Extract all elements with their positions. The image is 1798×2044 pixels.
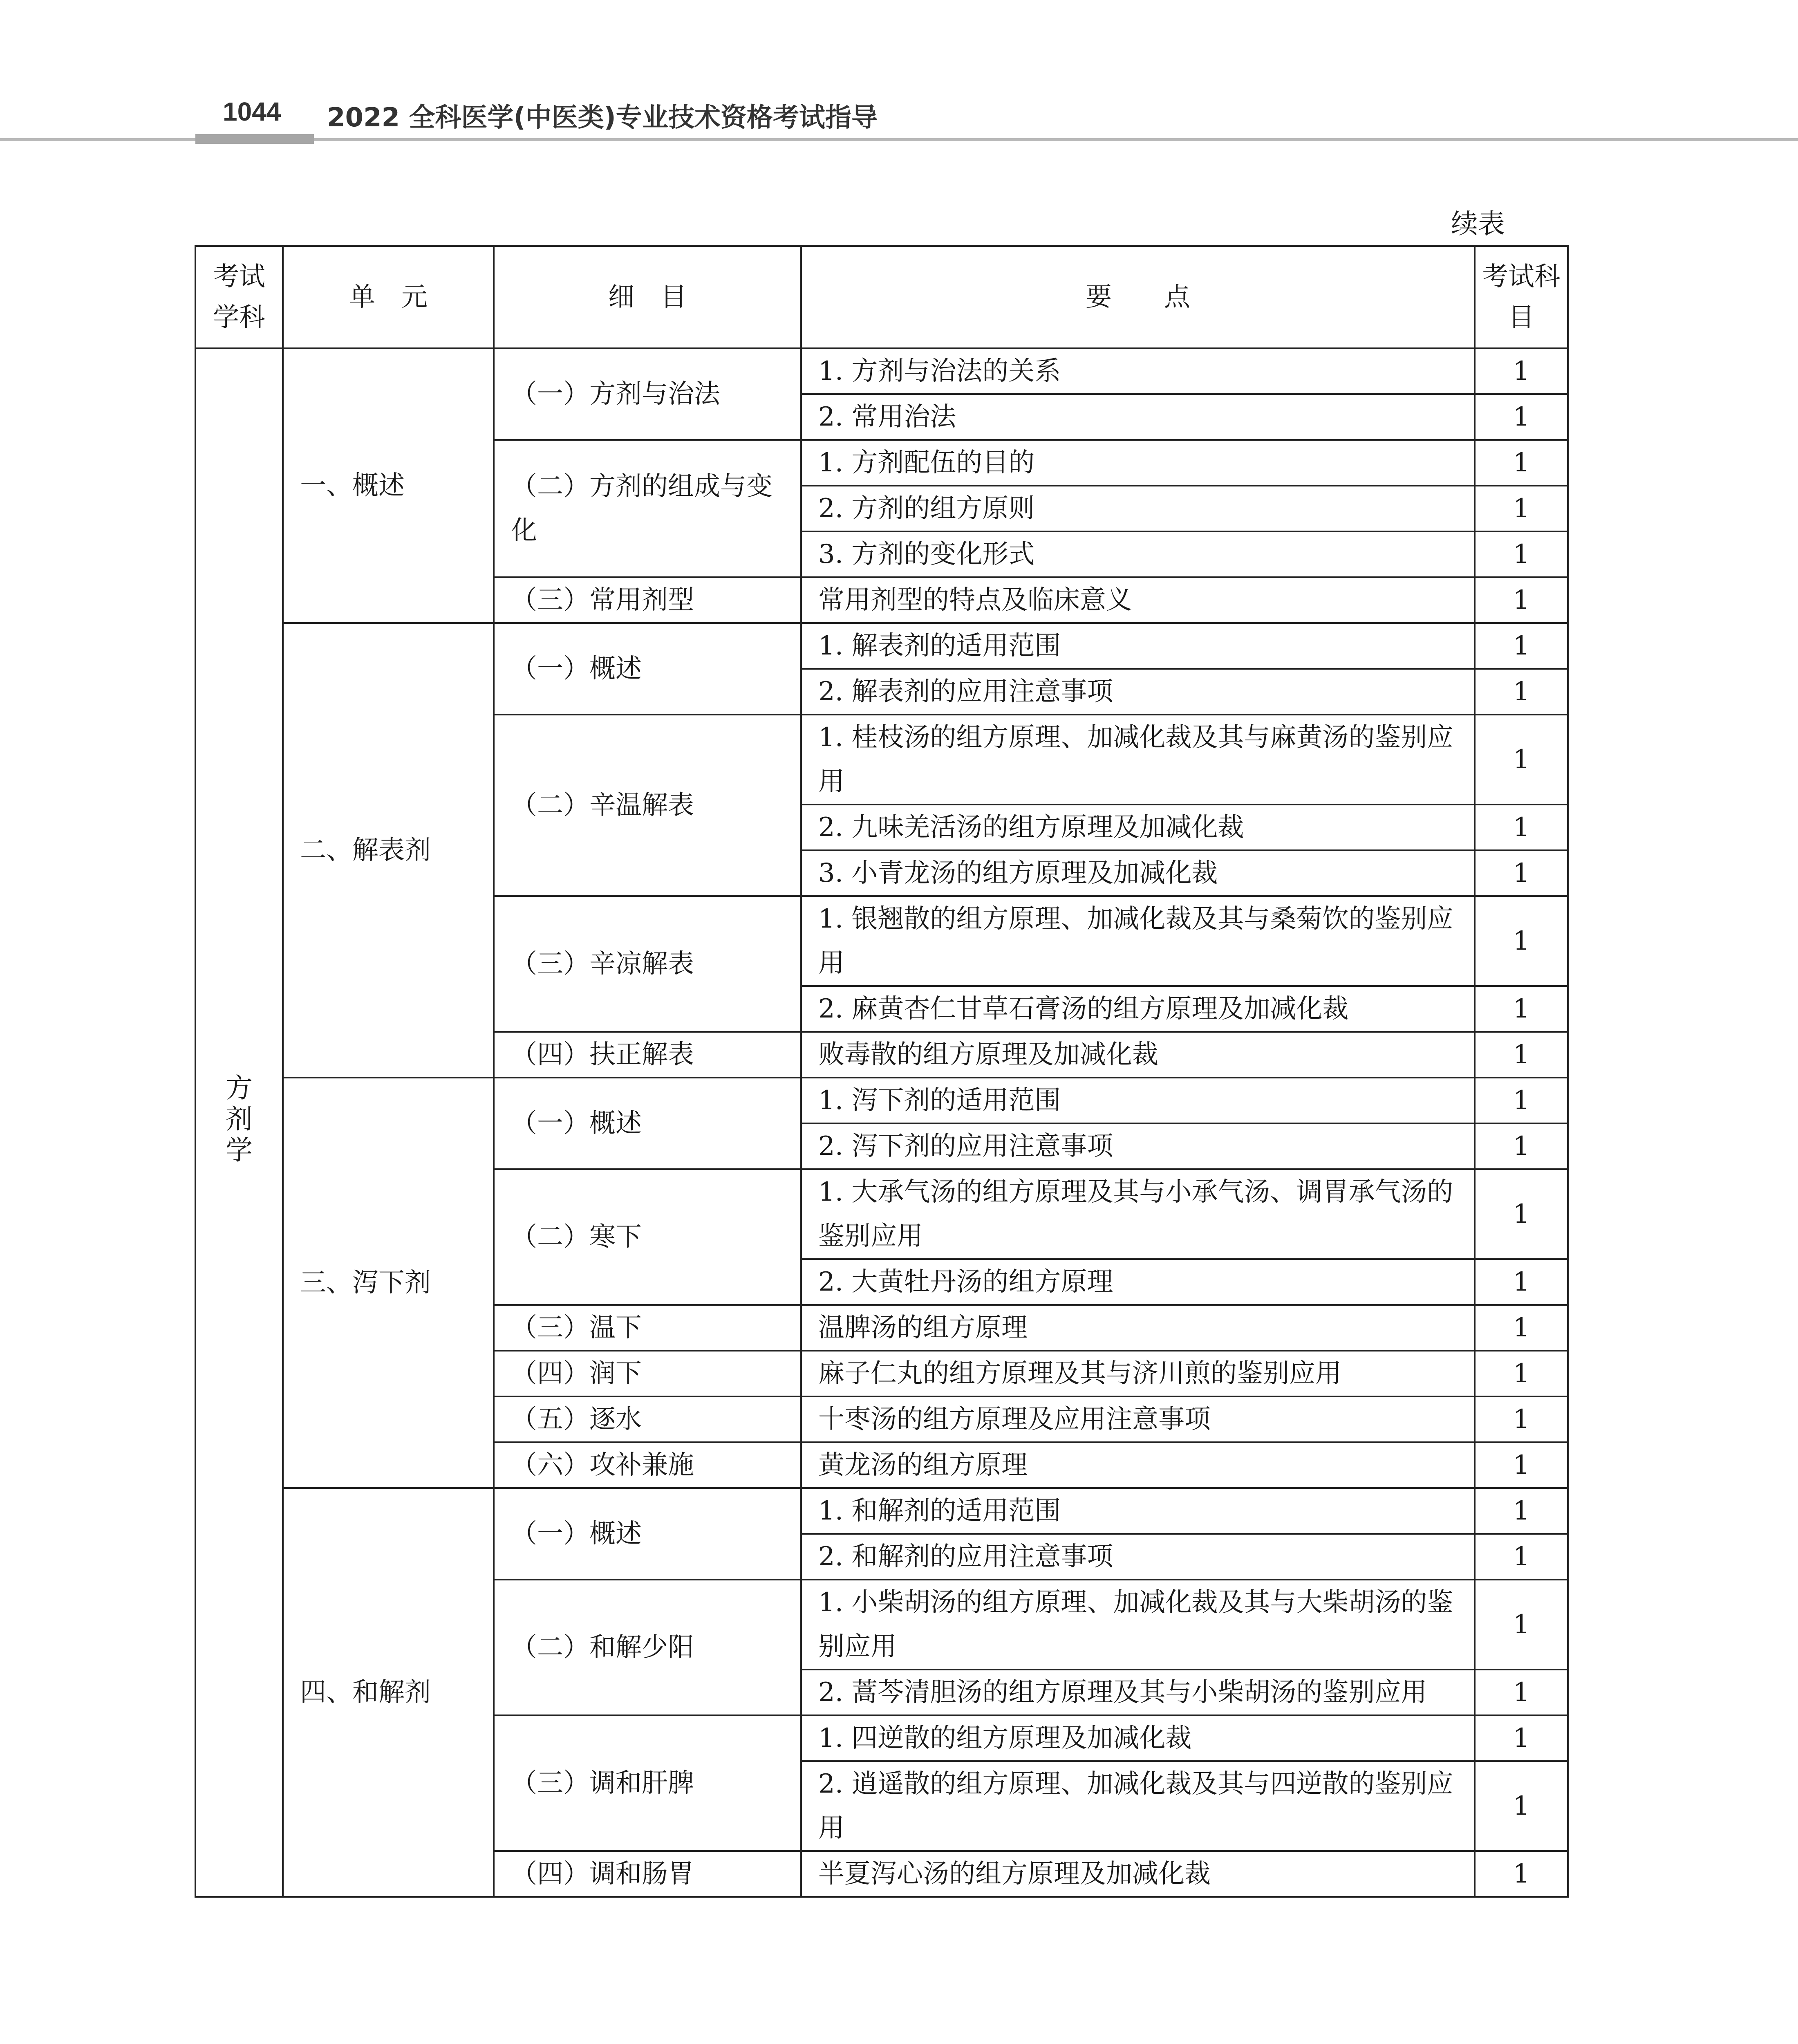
header-key-points: 要 点 [801, 246, 1475, 348]
unit-cell: 三、泻下剂 [283, 1078, 494, 1488]
key-point-cell: 3. 方剂的变化形式 [801, 531, 1475, 577]
detail-cell: （三）常用剂型 [494, 577, 801, 623]
key-point-cell: 1. 桂枝汤的组方原理、加减化裁及其与麻黄汤的鉴别应用 [801, 715, 1475, 805]
exam-category-cell: 1 [1475, 531, 1568, 577]
key-point-cell: 1. 解表剂的适用范围 [801, 623, 1475, 669]
syllabus-table [195, 245, 1569, 1898]
exam-category-cell: 1 [1475, 1761, 1568, 1851]
detail-cell: （二）方剂的组成与变化 [494, 440, 801, 577]
detail-cell: （四）扶正解表 [494, 1032, 801, 1078]
key-point-cell: 2. 方剂的组方原则 [801, 486, 1475, 531]
exam-category-cell: 1 [1475, 896, 1568, 986]
subject-text: 方剂学 [226, 1072, 253, 1166]
exam-category-cell: 1 [1475, 1351, 1568, 1396]
detail-cell: （一）方剂与治法 [494, 348, 801, 440]
key-point-cell: 2. 大黄牡丹汤的组方原理 [801, 1259, 1475, 1305]
exam-category-cell: 1 [1475, 1715, 1568, 1761]
exam-category-cell: 1 [1475, 986, 1568, 1032]
key-point-cell: 1. 泻下剂的适用范围 [801, 1078, 1475, 1123]
key-point-cell: 1. 大承气汤的组方原理及其与小承气汤、调胃承气汤的鉴别应用 [801, 1169, 1475, 1259]
detail-cell: （一）概述 [494, 623, 801, 715]
key-point-cell: 2. 蒿芩清胆汤的组方原理及其与小柴胡汤的鉴别应用 [801, 1670, 1475, 1715]
table-header-row [195, 246, 1568, 348]
exam-category-cell: 1 [1475, 1305, 1568, 1351]
key-point-cell: 2. 常用治法 [801, 394, 1475, 440]
exam-category-cell: 1 [1475, 1123, 1568, 1169]
detail-cell: （二）辛温解表 [494, 715, 801, 896]
table-row [195, 623, 1568, 669]
key-point-cell: 常用剂型的特点及临床意义 [801, 577, 1475, 623]
table-row [195, 348, 1568, 394]
exam-category-cell: 1 [1475, 1169, 1568, 1259]
key-point-cell: 2. 泻下剂的应用注意事项 [801, 1123, 1475, 1169]
key-point-cell: 1. 四逆散的组方原理及加减化裁 [801, 1715, 1475, 1761]
unit-cell: 四、和解剂 [283, 1488, 494, 1897]
detail-cell: （四）调和肠胃 [494, 1851, 801, 1897]
exam-category-cell: 1 [1475, 715, 1568, 805]
table-row [195, 1078, 1568, 1123]
detail-cell: （三）温下 [494, 1305, 801, 1351]
key-point-cell: 2. 九味羌活汤的组方原理及加减化裁 [801, 805, 1475, 850]
header-detail: 细 目 [494, 246, 801, 348]
exam-category-cell: 1 [1475, 1670, 1568, 1715]
header-exam-category: 考试科目 [1475, 246, 1568, 348]
exam-category-cell: 1 [1475, 577, 1568, 623]
exam-category-cell: 1 [1475, 1580, 1568, 1670]
detail-cell: （四）润下 [494, 1351, 801, 1396]
key-point-cell: 2. 和解剂的应用注意事项 [801, 1534, 1475, 1580]
key-point-cell: 1. 方剂配伍的目的 [801, 440, 1475, 486]
key-point-cell: 1. 小柴胡汤的组方原理、加减化裁及其与大柴胡汤的鉴别应用 [801, 1580, 1475, 1670]
key-point-cell: 2. 逍遥散的组方原理、加减化裁及其与四逆散的鉴别应用 [801, 1761, 1475, 1851]
exam-category-cell: 1 [1475, 1851, 1568, 1897]
continued-label: 续表 [1451, 208, 1505, 240]
exam-category-cell: 1 [1475, 440, 1568, 486]
key-point-cell: 1. 和解剂的适用范围 [801, 1488, 1475, 1534]
exam-category-cell: 1 [1475, 1442, 1568, 1488]
detail-cell: （六）攻补兼施 [494, 1442, 801, 1488]
exam-category-cell: 1 [1475, 850, 1568, 896]
detail-cell: （三）调和肝脾 [494, 1715, 801, 1851]
detail-cell: （五）逐水 [494, 1396, 801, 1442]
exam-category-cell: 1 [1475, 1259, 1568, 1305]
key-point-cell: 黄龙汤的组方原理 [801, 1442, 1475, 1488]
unit-cell: 二、解表剂 [283, 623, 494, 1078]
book-title: 2022 全科医学(中医类)专业技术资格考试指导 [327, 103, 878, 133]
detail-cell: （二）寒下 [494, 1169, 801, 1305]
exam-category-cell: 1 [1475, 1534, 1568, 1580]
table-row [195, 1488, 1568, 1534]
exam-category-cell: 1 [1475, 1032, 1568, 1078]
key-point-cell: 半夏泻心汤的组方原理及加减化裁 [801, 1851, 1475, 1897]
exam-category-cell: 1 [1475, 394, 1568, 440]
exam-category-cell: 1 [1475, 486, 1568, 531]
subject-cell [195, 348, 283, 1897]
key-point-cell: 败毒散的组方原理及加减化裁 [801, 1032, 1475, 1078]
page-header [0, 0, 1798, 147]
table-body [195, 348, 1568, 1897]
key-point-cell: 温脾汤的组方原理 [801, 1305, 1475, 1351]
exam-category-cell: 1 [1475, 805, 1568, 850]
key-point-cell: 3. 小青龙汤的组方原理及加减化裁 [801, 850, 1475, 896]
exam-category-cell: 1 [1475, 1078, 1568, 1123]
key-point-cell: 2. 麻黄杏仁甘草石膏汤的组方原理及加减化裁 [801, 986, 1475, 1032]
detail-cell: （三）辛凉解表 [494, 896, 801, 1032]
detail-cell: （一）概述 [494, 1078, 801, 1169]
detail-cell: （一）概述 [494, 1488, 801, 1580]
detail-cell: （二）和解少阳 [494, 1580, 801, 1715]
exam-category-cell: 1 [1475, 348, 1568, 394]
header-unit: 单 元 [283, 246, 494, 348]
page-number: 1044 [223, 97, 281, 126]
key-point-cell: 2. 解表剂的应用注意事项 [801, 669, 1475, 715]
header-exam-subject: 考试学科 [195, 246, 283, 348]
key-point-cell: 1. 方剂与治法的关系 [801, 348, 1475, 394]
key-point-cell: 1. 银翘散的组方原理、加减化裁及其与桑菊饮的鉴别应用 [801, 896, 1475, 986]
header-rule-accent [195, 134, 314, 144]
exam-category-cell: 1 [1475, 669, 1568, 715]
exam-category-cell: 1 [1475, 1488, 1568, 1534]
key-point-cell: 麻子仁丸的组方原理及其与济川煎的鉴别应用 [801, 1351, 1475, 1396]
key-point-cell: 十枣汤的组方原理及应用注意事项 [801, 1396, 1475, 1442]
exam-category-cell: 1 [1475, 623, 1568, 669]
unit-cell: 一、概述 [283, 348, 494, 623]
exam-category-cell: 1 [1475, 1396, 1568, 1442]
